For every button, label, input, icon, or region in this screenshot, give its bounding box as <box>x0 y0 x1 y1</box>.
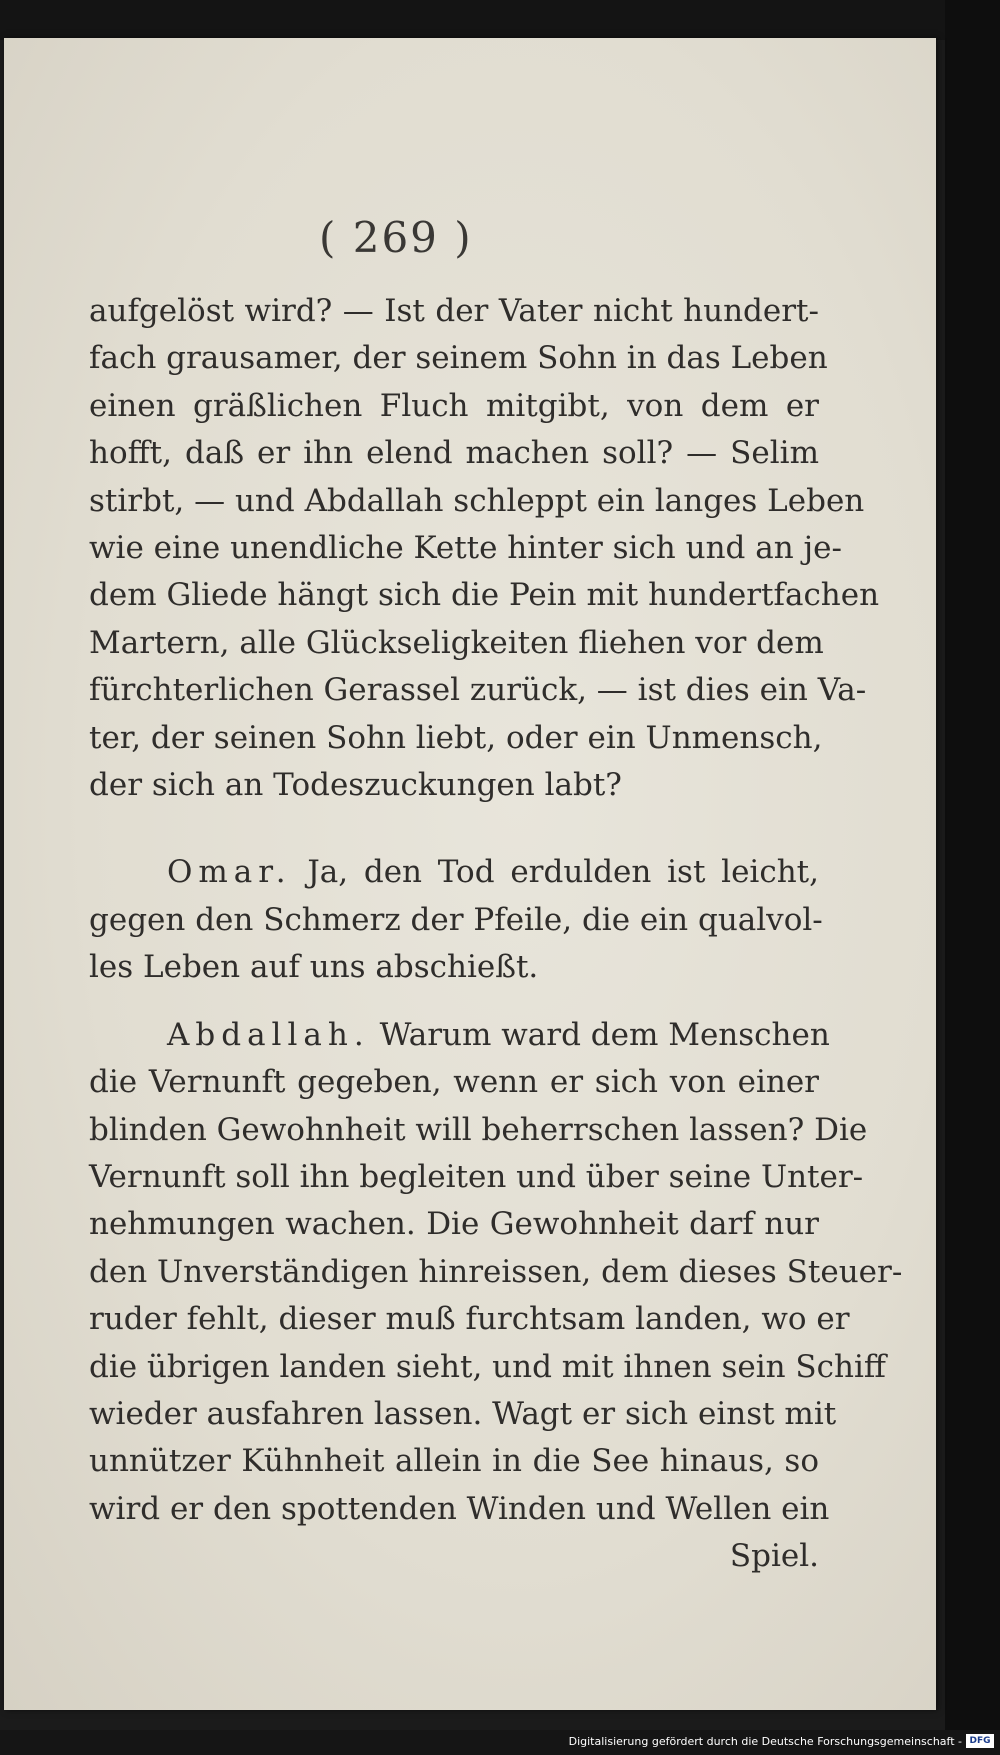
text-line: fürchterlichen Gerassel zurück, — ist dies ein Va- <box>89 672 867 709</box>
text-line: die übrigen landen sieht, und mit ihnen sein Schiff <box>89 1348 886 1385</box>
text-line: Martern, alle Glückseligkeiten fliehen vor dem <box>89 624 824 661</box>
text-line: ruder fehlt, dieser muß furchtsam landen, wo er <box>89 1301 850 1338</box>
text-line: unnützer Kühnheit allein in die See hinaus, so <box>89 1443 819 1480</box>
paragraph-3 <box>89 1012 903 1581</box>
text-line: stirbt, — und Abdallah schleppt ein langes Leben <box>89 482 865 519</box>
text-line: gegen den Schmerz der Pfeile, die ein qualvol- <box>89 901 823 938</box>
book-page <box>4 38 936 1710</box>
text-line: die Vernunft gegeben, wenn er sich von einer <box>89 1064 819 1101</box>
speaker-name: Omar. <box>167 854 292 891</box>
text-run: Ja, den Tod erdulden ist leicht, <box>307 854 819 891</box>
text-line: wie eine unendliche Kette hinter sich und an je- <box>89 530 842 567</box>
speaker-name: Abdallah. <box>167 1016 370 1053</box>
text-line: Vernunft soll ihn begleiten und über seine Unter- <box>89 1158 864 1195</box>
page-number: ( 269 ) <box>319 213 473 262</box>
text-line: Spiel. <box>729 1538 819 1575</box>
text-line: blinden Gewohnheit will beherrschen lassen? Die <box>89 1111 868 1148</box>
scan-border-top <box>0 0 1000 40</box>
scan-border-right <box>945 0 1000 1755</box>
text-line: dem Gliede hängt sich die Pein mit hundertfachen <box>89 577 880 614</box>
text-line: ter, der seinen Sohn liebt, oder ein Unmensch, <box>89 719 823 756</box>
text-line: nehmungen wachen. Die Gewohnheit darf nur <box>89 1206 819 1243</box>
paragraph-1 <box>89 288 880 809</box>
text-line <box>89 849 819 896</box>
text-line: der sich an Todeszuckungen labt? <box>89 767 622 804</box>
page-text <box>89 288 903 1581</box>
text-line: fach grausamer, der seinem Sohn in das Leben <box>89 340 828 377</box>
text-line: les Leben auf uns abschießt. <box>89 949 539 986</box>
dfg-logo: DFG <box>966 1734 994 1748</box>
digitization-credit: Digitalisierung gefördert durch die Deutsche Forschungsgemeinschaft - <box>568 1735 962 1748</box>
text-line: aufgelöst wird? — Ist der Vater nicht hundert- <box>89 293 819 329</box>
text-run: Warum ward dem Menschen <box>379 1016 830 1053</box>
paragraph-spacer <box>89 809 819 849</box>
text-line: wieder ausfahren lassen. Wagt er sich einst mit <box>89 1395 837 1432</box>
text-line: den Unverständigen hinreissen, dem dieses Steuer- <box>89 1253 903 1290</box>
text-line: hofft, daß er ihn elend machen soll? — Selim <box>89 435 819 472</box>
text-line: einen gräßlichen Fluch mitgibt, von dem er <box>89 387 819 424</box>
text-line: wird er den spottenden Winden und Wellen ein <box>89 1490 830 1527</box>
paragraph-spacer <box>89 992 819 1012</box>
text-line <box>89 1012 830 1059</box>
paragraph-2 <box>89 849 823 991</box>
